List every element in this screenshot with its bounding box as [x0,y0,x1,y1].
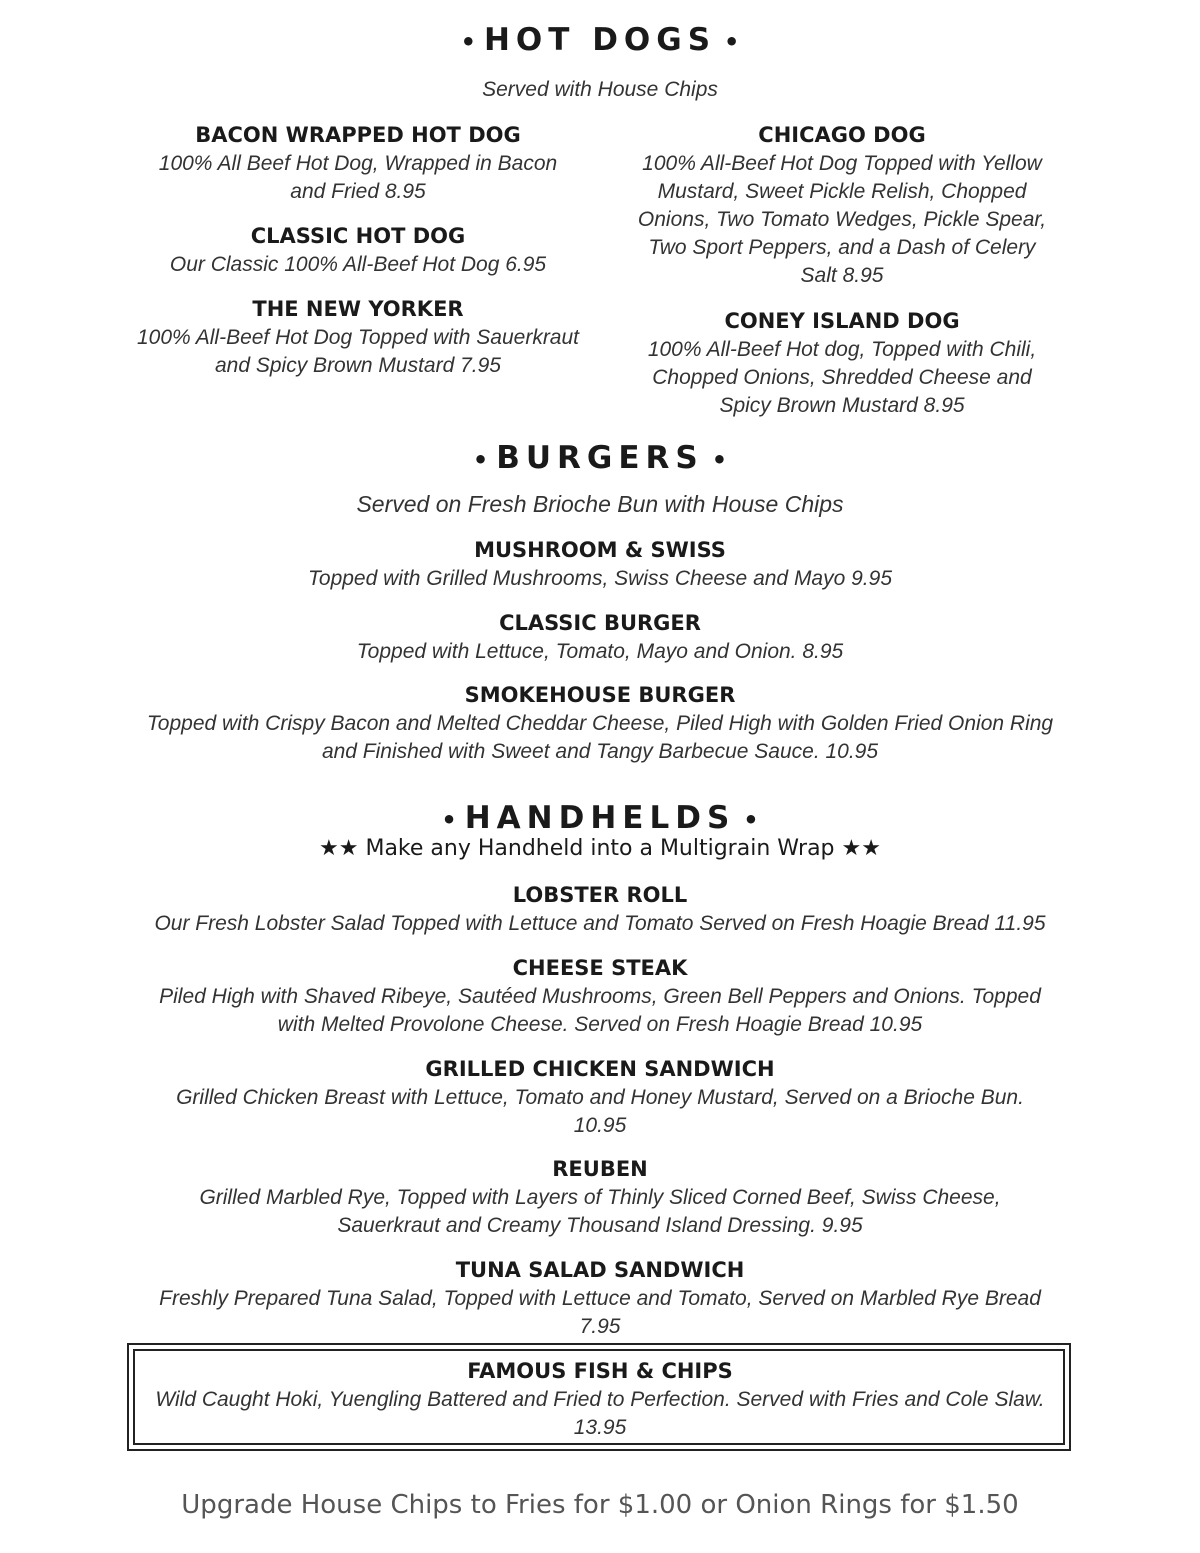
menu-item-coney-island-dog [606,306,1078,420]
item-name: CHEESE STEAK [512,956,688,980]
upgrade-note: Upgrade House Chips to Fries for $1.00 or Onion Rings for $1.50 [181,1490,1019,1520]
burgers-subtitle: Served on Fresh Brioche Bun with House Chips [356,491,844,517]
item-name: REUBEN [552,1157,648,1181]
item-name: CONEY ISLAND DOG [724,309,960,333]
item-description: 100% All-Beef Hot Dog Topped with Yellow Mustard, Sweet Pickle Relish, Chopped Onions, Two Tomato Wedges, Pickle Spear, Two Sport Peppers, and a Dash of Celery Salt 8.95 [637,152,1047,287]
item-description: Topped with Lettuce, Tomato, Mayo and Onion. 8.95 [356,640,844,663]
item-description: Piled High with Shaved Ribeye, Sautéed Mushrooms, Green Bell Peppers and Onions. Topped with Melted Provolone Cheese. Served on Fresh Hoagie Bread 10.95 [159,985,1041,1036]
item-description: Wild Caught Hoki, Yuengling Battered and Fried to Perfection. Served with Fries and Cole Slaw. 13.95 [155,1388,1045,1439]
item-description: 100% All Beef Hot Dog, Wrapped in Bacon and Fried 8.95 [158,152,558,203]
wrap-callout: ★★ Make any Handheld into a Multigrain Wrap ★★ [319,836,881,861]
item-name: GRILLED CHICKEN SANDWICH [425,1057,775,1081]
handhelds-heading: • HANDHELDS • [441,800,759,836]
menu-item-the-new-yorker [120,294,596,380]
item-name: MUSHROOM & SWISS [474,538,726,562]
item-description: 100% All-Beef Hot dog, Topped with Chili, Chopped Onions, Shredded Cheese and Spicy Brown Mustard 8.95 [647,338,1037,417]
item-name: BACON WRAPPED HOT DOG [195,123,521,147]
hot-dogs-title: HOT DOGS [483,22,717,58]
hot-dogs-subtitle: Served with House Chips [482,78,718,101]
item-name: LOBSTER ROLL [512,883,688,907]
hot-dogs-heading: • HOT DOGS • [460,22,740,58]
item-name: THE NEW YORKER [252,297,464,321]
item-name: CLASSIC HOT DOG [250,224,466,248]
menu-item-reuben [120,1154,1080,1240]
handhelds-title: HANDHELDS [464,800,736,836]
item-description: Topped with Crispy Bacon and Melted Cheddar Cheese, Piled High with Golden Fried Onion Ring and Finished with Sweet and Tangy Barbecue Sauce. 10.95 [146,712,1054,763]
burgers-heading: • BURGERS • [472,440,728,476]
menu-item-lobster-roll [120,880,1080,938]
burgers-title: BURGERS [496,440,704,476]
menu-item-smokehouse-burger [120,680,1080,766]
item-name: SMOKEHOUSE BURGER [464,683,736,707]
item-name: CHICAGO DOG [758,123,926,147]
item-description: Topped with Grilled Mushrooms, Swiss Cheese and Mayo 9.95 [307,567,892,590]
menu-item-classic-burger [120,608,1080,666]
item-description: Our Fresh Lobster Salad Topped with Lettuce and Tomato Served on Fresh Hoagie Bread 11.95 [154,912,1046,935]
item-description: Our Classic 100% All-Beef Hot Dog 6.95 [169,253,547,276]
menu-item-chicago-dog [606,120,1078,290]
item-name: FAMOUS FISH & CHIPS [467,1359,733,1383]
menu-item-grilled-chicken-sandwich [120,1054,1080,1140]
menu-item-tuna-salad-sandwich [120,1255,1080,1341]
menu-item-mushroom-swiss [120,535,1080,593]
item-description: Grilled Marbled Rye, Topped with Layers of Thinly Sliced Corned Beef, Swiss Cheese, Sauerkraut and Creamy Thousand Island Dressing. 9.95 [199,1186,1001,1237]
menu-item-famous-fish-chips [140,1356,1060,1442]
item-description: Freshly Prepared Tuna Salad, Topped with Lettuce and Tomato, Served on Marbled Rye Bread 7.95 [159,1287,1041,1338]
item-description: Grilled Chicken Breast with Lettuce, Tomato and Honey Mustard, Served on a Brioche Bun. 10.95 [176,1086,1024,1137]
item-name: CLASSIC BURGER [499,611,701,635]
menu-item-bacon-wrapped-hot-dog [120,120,596,206]
menu-item-cheese-steak [120,953,1080,1039]
menu-item-classic-hot-dog [120,221,596,279]
item-description: 100% All-Beef Hot Dog Topped with Sauerkraut and Spicy Brown Mustard 7.95 [136,326,580,377]
item-name: TUNA SALAD SANDWICH [455,1258,745,1282]
